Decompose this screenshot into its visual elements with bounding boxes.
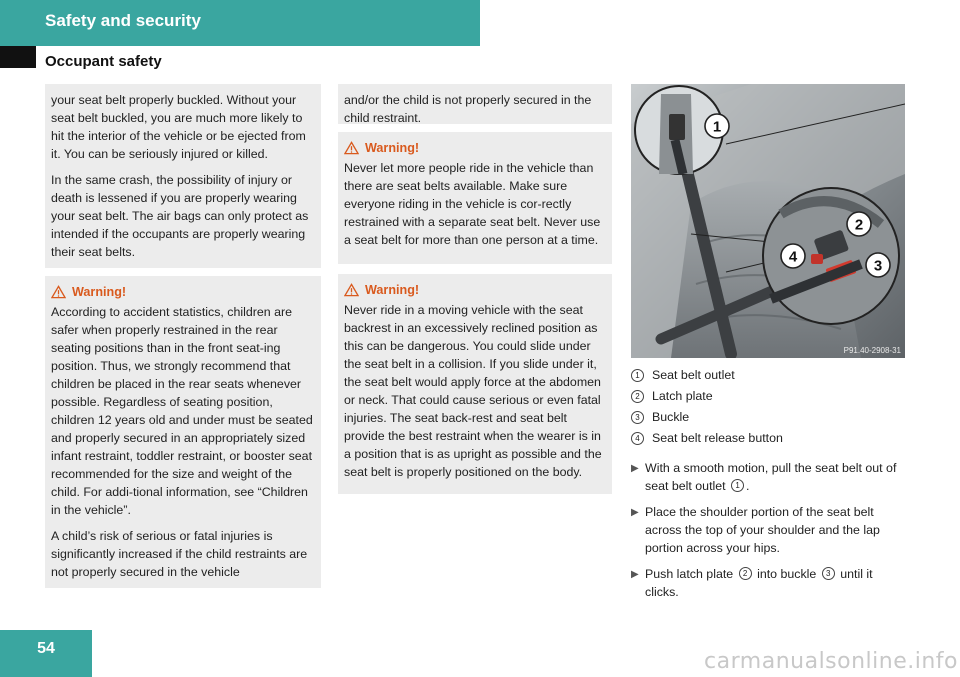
intro-paragraph-2: In the same crash, the possibility of injury or death is lessened if you are properly wearing your seat belt. The air bags can only protect as intended if the occupants are properly wearing their seat belts. — [51, 173, 309, 259]
step-2-text: Place the shoulder portion of the seat belt across the top of your shoulder and the lap portion across your hips. — [645, 505, 880, 555]
warning-triangle-icon — [344, 283, 359, 297]
seat-belt-illustration — [631, 84, 905, 358]
inline-ref-2: 2 — [739, 567, 752, 580]
legend-item — [631, 428, 907, 449]
legend-number: 3 — [631, 411, 644, 424]
legend-label: Buckle — [652, 410, 690, 424]
warning-title: Warning! — [365, 141, 420, 155]
step-arrow-icon: ▶ — [631, 569, 639, 580]
inline-ref-1: 1 — [731, 479, 744, 492]
legend-number: 4 — [631, 432, 644, 445]
warning-heading — [344, 281, 606, 299]
legend-label: Latch plate — [652, 389, 713, 403]
step-1-text-a: With a smooth motion, pull the seat belt out of seat belt outlet — [645, 461, 897, 493]
legend-item — [631, 386, 907, 407]
warning-paragraph: Never let more people ride in the vehicle than there are seat belts available. Make sure everyone riding in the vehicle is cor-rectly restrained with a separate seat belt. Never use a seat belt for more than one person at a time. — [344, 161, 601, 247]
intro-text-box — [45, 84, 321, 268]
legend-item — [631, 365, 907, 386]
warning-paragraph-2: A child’s risk of serious or fatal injuries is significantly increased if the child restraints are not properly secured in the vehicle — [51, 529, 308, 579]
intro-paragraph-1: your seat belt properly buckled. Without your seat belt buckled, you are much more likely to hit the interior of the vehicle or be ejected from it. You can be seriously injured or killed. — [51, 93, 306, 161]
step-arrow-icon: ▶ — [631, 507, 639, 518]
step-3-text-a: Push latch plate — [645, 567, 734, 581]
warning-heading — [344, 139, 606, 157]
callout-2: 2 — [854, 216, 864, 234]
callout-1: 1 — [712, 118, 722, 136]
step-arrow-icon: ▶ — [631, 463, 639, 474]
warning-title: Warning! — [365, 283, 420, 297]
step-1-text-b: . — [746, 479, 750, 493]
legend-number: 1 — [631, 369, 644, 382]
section-title: Safety and security — [45, 11, 201, 30]
figure-column — [631, 84, 907, 601]
warning-triangle-icon — [344, 141, 359, 155]
continuation-paragraph: and/or the child is not properly secured in the child restraint. — [344, 93, 592, 125]
watermark: carmanualsonline.info — [704, 649, 958, 674]
corner-block — [0, 46, 36, 68]
warning-box-children — [45, 276, 321, 588]
warning-box-seat-belt-count — [338, 132, 612, 264]
warning-title: Warning! — [72, 285, 127, 299]
figure-code: P91.40-2908-31 — [843, 346, 901, 355]
legend-number: 2 — [631, 390, 644, 403]
step-3-text-b: into buckle — [757, 567, 817, 581]
step-1 — [631, 459, 907, 495]
seat-belt-figure — [631, 84, 905, 358]
warning-triangle-icon — [51, 285, 66, 299]
warning-box-reclined-seat — [338, 274, 612, 494]
legend-label: Seat belt release button — [652, 431, 783, 445]
figure-legend — [631, 365, 907, 449]
step-3-text — [645, 565, 907, 601]
step-2 — [631, 503, 907, 557]
continuation-box — [338, 84, 612, 124]
callout-3: 3 — [873, 257, 883, 275]
step-3 — [631, 565, 907, 601]
warning-heading — [51, 283, 315, 301]
subsection-title: Occupant safety — [45, 53, 162, 70]
legend-item — [631, 407, 907, 428]
instruction-steps — [631, 459, 907, 601]
step-1-text — [645, 459, 907, 495]
inline-ref-3: 3 — [822, 567, 835, 580]
callout-4: 4 — [788, 248, 798, 266]
page-number: 54 — [37, 640, 55, 657]
warning-paragraph: Never ride in a moving vehicle with the seat backrest in an excessively reclined position as this can be dangerous. You could slide under the seat belt in a collision. If you slide under it, the seat belt would apply force at the abdomen or neck. That could cause serious or even fatal injuries. The seat back-rest and seat belt provide the best restraint when the wearer is in a position that is as upright as possible and the seat belt is properly positioned on the body. — [344, 303, 602, 479]
step-3-text-c: until it clicks. — [645, 567, 873, 599]
warning-paragraph-1: According to accident statistics, children are safer when properly restrained in the rear seating positions than in the front seat-ing position. Thus, we strongly recommend that children be placed in the rear seats whenever possible. Regardless of seating position, children 12 years old and under must be seated and properly secured in an appropriately sized infant restraint, toddler restraint, or booster seat recommended for the size and weight of the child. For addi-tional information, see “Children in the vehicle”. — [51, 305, 313, 517]
legend-label: Seat belt outlet — [652, 368, 735, 382]
